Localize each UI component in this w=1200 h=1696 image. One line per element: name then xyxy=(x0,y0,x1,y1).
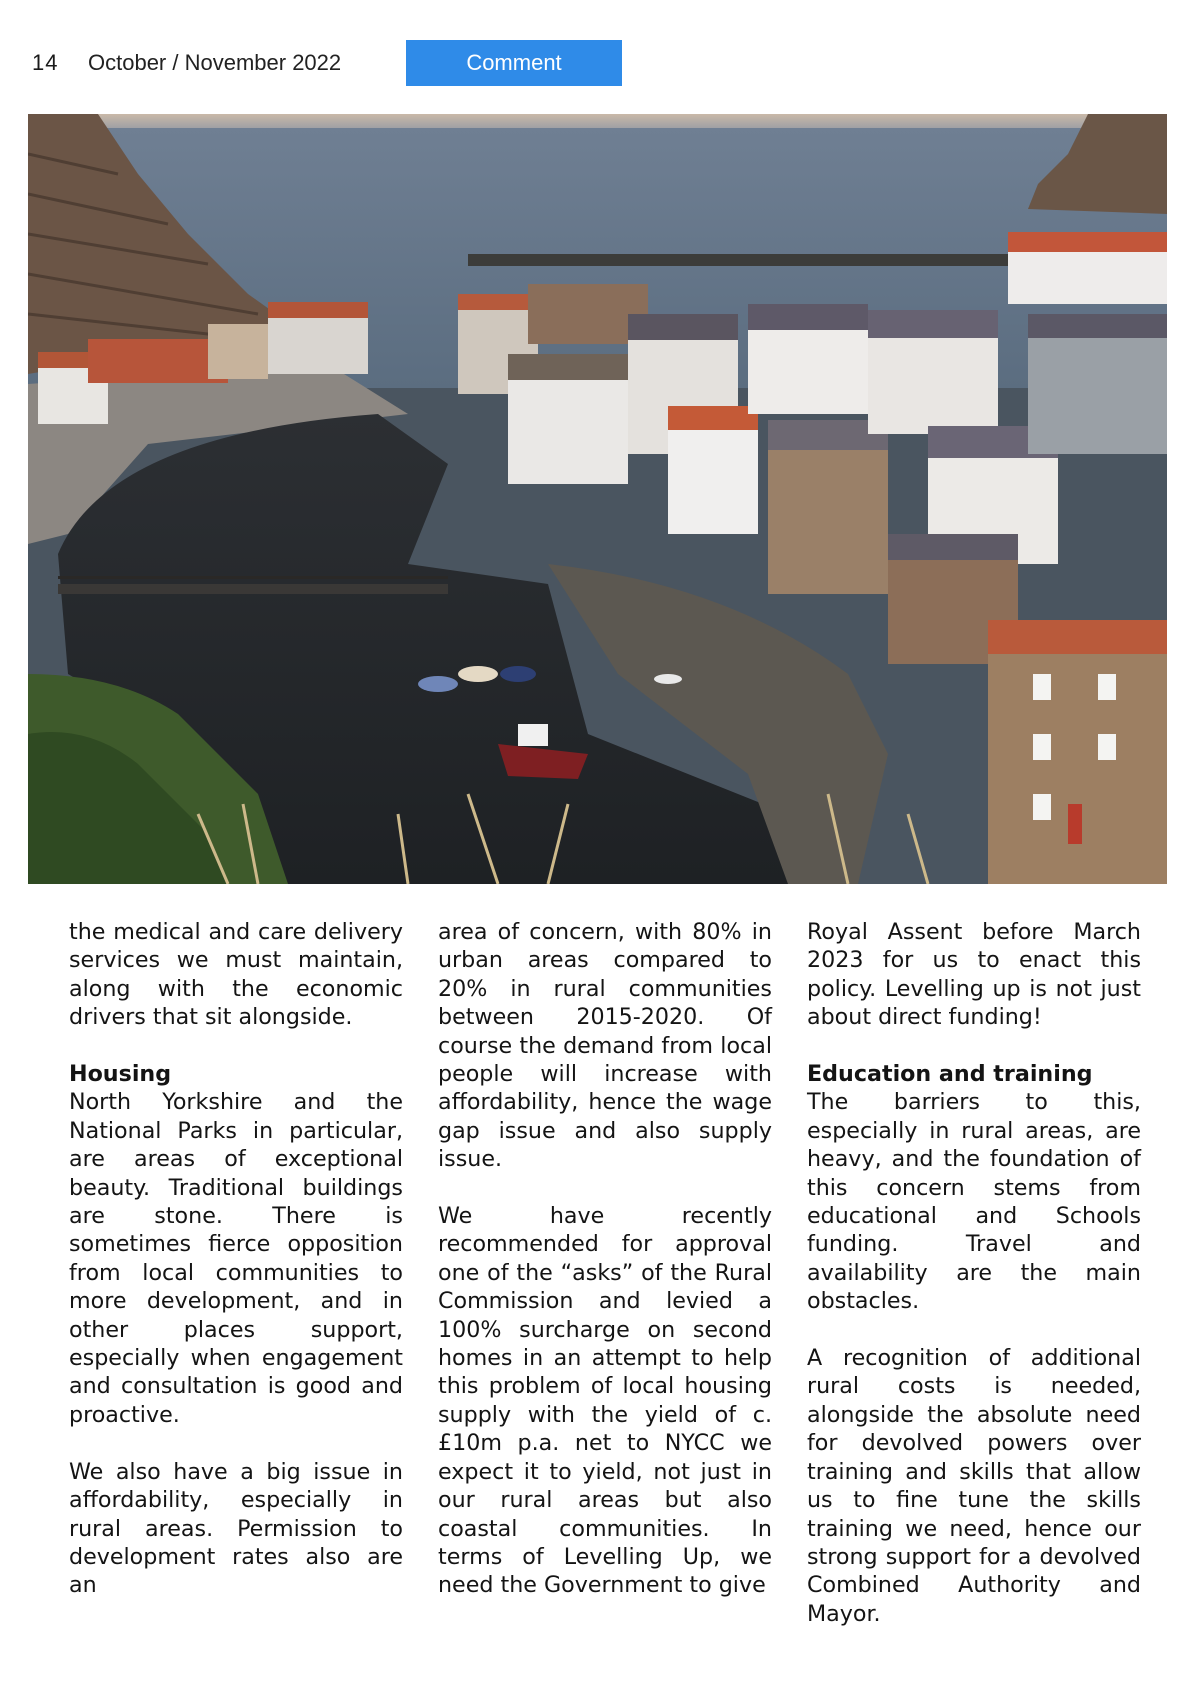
article-paragraph: We have recently recommended for approval one of the “asks” of the Rural Commission and levied a 100% surcharge on second homes in an attempt to help this problem of local housing supply with the yield of c.£10m p.a. net to NYCC we expect it to yield, not just in our rural areas but also coastal communities. In terms of Levelling Up, we need the Government to give xyxy=(438,1203,772,1599)
article-paragraph: We also have a big issue in affordability, especially in rural areas. Permission to development rates also are an xyxy=(69,1458,403,1599)
page-number: 14 xyxy=(32,50,59,75)
article-paragraph: North Yorkshire and the National Parks in particular, are areas of exceptional beauty. Traditional buildings are stone. There is sometimes fierce opposition from local communities to more development, and in other places support, especially when engagement and consultation is good and proactive. xyxy=(69,1089,403,1428)
page-header xyxy=(0,40,1200,88)
article-columns xyxy=(69,918,1145,1627)
section-tag-comment: Comment xyxy=(406,40,622,86)
education-section xyxy=(807,1060,1141,1316)
section-heading-housing: Housing xyxy=(69,1061,172,1088)
photo-illustration xyxy=(28,114,1167,884)
article-column-1 xyxy=(69,918,403,1628)
article-column-2 xyxy=(438,918,772,1628)
article-paragraph: A recognition of additional rural costs is needed, alongside the absolute need for devolved powers over training and skills that allow us to fine tune the skills training we need, hence our strong support for a devolved Combined Authority and Mayor. xyxy=(807,1345,1141,1627)
harbour-village-photo xyxy=(28,114,1167,884)
article-paragraph: The barriers to this, especially in rural areas, are heavy, and the foundation of this concern stems from educational and Schools funding. Travel and availability are the main obstacles. xyxy=(807,1089,1141,1315)
article-paragraph: Royal Assent before March 2023 for us to enact this policy. Levelling up is not just about direct funding! xyxy=(807,919,1141,1031)
article-column-3 xyxy=(807,918,1141,1657)
housing-section xyxy=(69,1060,403,1429)
section-heading-education: Education and training xyxy=(807,1061,1093,1088)
issue-date: October / November 2022 xyxy=(88,50,342,75)
article-paragraph: area of concern, with 80% in urban areas compared to 20% in rural communities between 2015-2020. Of course the demand from local people will increase with affordability, hence the wage gap issue and also supply issue. xyxy=(438,919,772,1173)
article-paragraph: the medical and care delivery services we must maintain, along with the economic drivers that sit alongside. xyxy=(69,919,403,1031)
